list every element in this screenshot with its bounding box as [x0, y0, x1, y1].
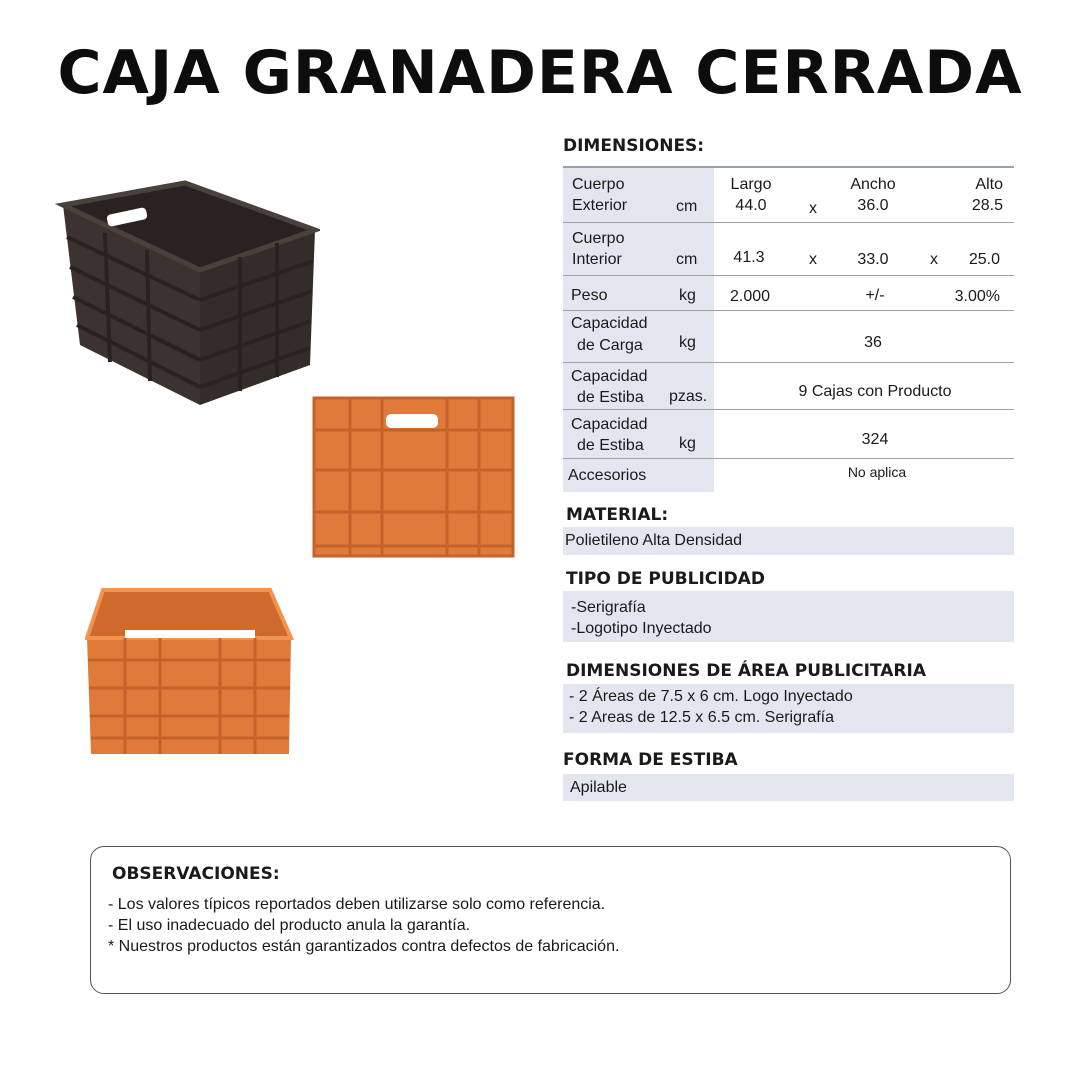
area-line: - 2 Areas de 12.5 x 6.5 cm. Serigrafía — [569, 709, 835, 726]
times-sign: x — [809, 251, 817, 268]
table-rule — [563, 310, 1014, 311]
area-band — [563, 684, 1014, 733]
area-line: - 2 Áreas de 7.5 x 6 cm. Logo Inyectado — [569, 688, 853, 705]
page-title: CAJA GRANADERA CERRADA — [57, 38, 1023, 108]
row-label: de Estiba — [577, 437, 644, 454]
orange-crate-perspective-image — [85, 588, 295, 756]
observacion-line: - El uso inadecuado del producto anula la garantía. — [108, 917, 471, 934]
estiba-value: Apilable — [570, 779, 627, 796]
publicidad-band — [563, 591, 1014, 642]
row-label: Cuerpo — [572, 230, 625, 247]
orange-crate-front-image — [312, 396, 515, 558]
row-unit: kg — [679, 334, 696, 351]
row-unit: kg — [679, 287, 696, 304]
row-label: Exterior — [572, 197, 628, 214]
observaciones-box — [90, 846, 1011, 994]
row-label: de Estiba — [577, 389, 644, 406]
table-rule — [563, 275, 1014, 276]
table-rule — [563, 362, 1014, 363]
table-rule — [563, 409, 1014, 410]
observacion-line: * Nuestros productos están garantizados contra defectos de fabricación. — [108, 938, 620, 955]
publicidad-line: -Logotipo Inyectado — [571, 620, 712, 637]
row-label: Capacidad — [571, 315, 648, 332]
value-tolerance: +/- — [865, 287, 885, 304]
table-rule — [563, 222, 1014, 223]
value-largo: 44.0 — [735, 197, 767, 214]
value-estiba-pzas: 9 Cajas con Producto — [798, 383, 952, 400]
row-unit: cm — [676, 198, 698, 215]
dimensions-table — [563, 166, 1014, 492]
row-label: Peso — [571, 287, 608, 304]
estiba-heading: FORMA DE ESTIBA — [563, 750, 738, 770]
value-accesorios: No aplica — [847, 464, 907, 480]
row-label: Interior — [572, 251, 622, 268]
row-label: de Carga — [577, 337, 643, 354]
publicidad-line: -Serigrafía — [571, 599, 646, 616]
row-unit: kg — [679, 435, 696, 452]
dimensiones-heading: DIMENSIONES: — [563, 136, 705, 156]
value-alto: 25.0 — [968, 251, 1000, 268]
value-largo: 41.3 — [733, 249, 765, 266]
row-label: Accesorios — [568, 467, 647, 484]
observaciones-list — [108, 894, 619, 957]
row-unit: cm — [676, 251, 698, 268]
area-heading: DIMENSIONES DE ÁREA PUBLICITARIA — [566, 661, 926, 681]
value-estiba-kg: 324 — [861, 431, 889, 448]
table-rule — [563, 166, 1014, 168]
estiba-band — [563, 774, 1014, 801]
material-value: Polietileno Alta Densidad — [565, 532, 743, 549]
table-rule — [563, 458, 1014, 459]
value-ancho: 33.0 — [857, 251, 889, 268]
col-header-ancho: Ancho — [850, 176, 896, 193]
value-alto: 28.5 — [971, 197, 1003, 214]
material-heading: MATERIAL: — [566, 505, 669, 525]
observacion-line: - Los valores típicos reportados deben utilizarse solo como referencia. — [108, 896, 606, 913]
row-unit: pzas. — [669, 388, 708, 405]
row-label: Capacidad — [571, 416, 648, 433]
row-label: Capacidad — [571, 368, 648, 385]
col-header-largo: Largo — [730, 176, 772, 193]
times-sign: x — [809, 200, 817, 217]
value-ancho: 36.0 — [857, 197, 889, 214]
observaciones-heading: OBSERVACIONES: — [112, 864, 280, 884]
value-carga: 36 — [864, 334, 882, 351]
value-peso: 2.000 — [729, 288, 771, 305]
publicidad-heading: TIPO DE PUBLICIDAD — [566, 569, 765, 589]
material-band — [563, 527, 1014, 555]
value-percent: 3.00% — [954, 288, 1000, 305]
row-label: Cuerpo — [572, 176, 625, 193]
col-header-alto: Alto — [975, 176, 1003, 193]
dark-crate-image — [55, 175, 320, 410]
times-sign: x — [930, 251, 938, 268]
